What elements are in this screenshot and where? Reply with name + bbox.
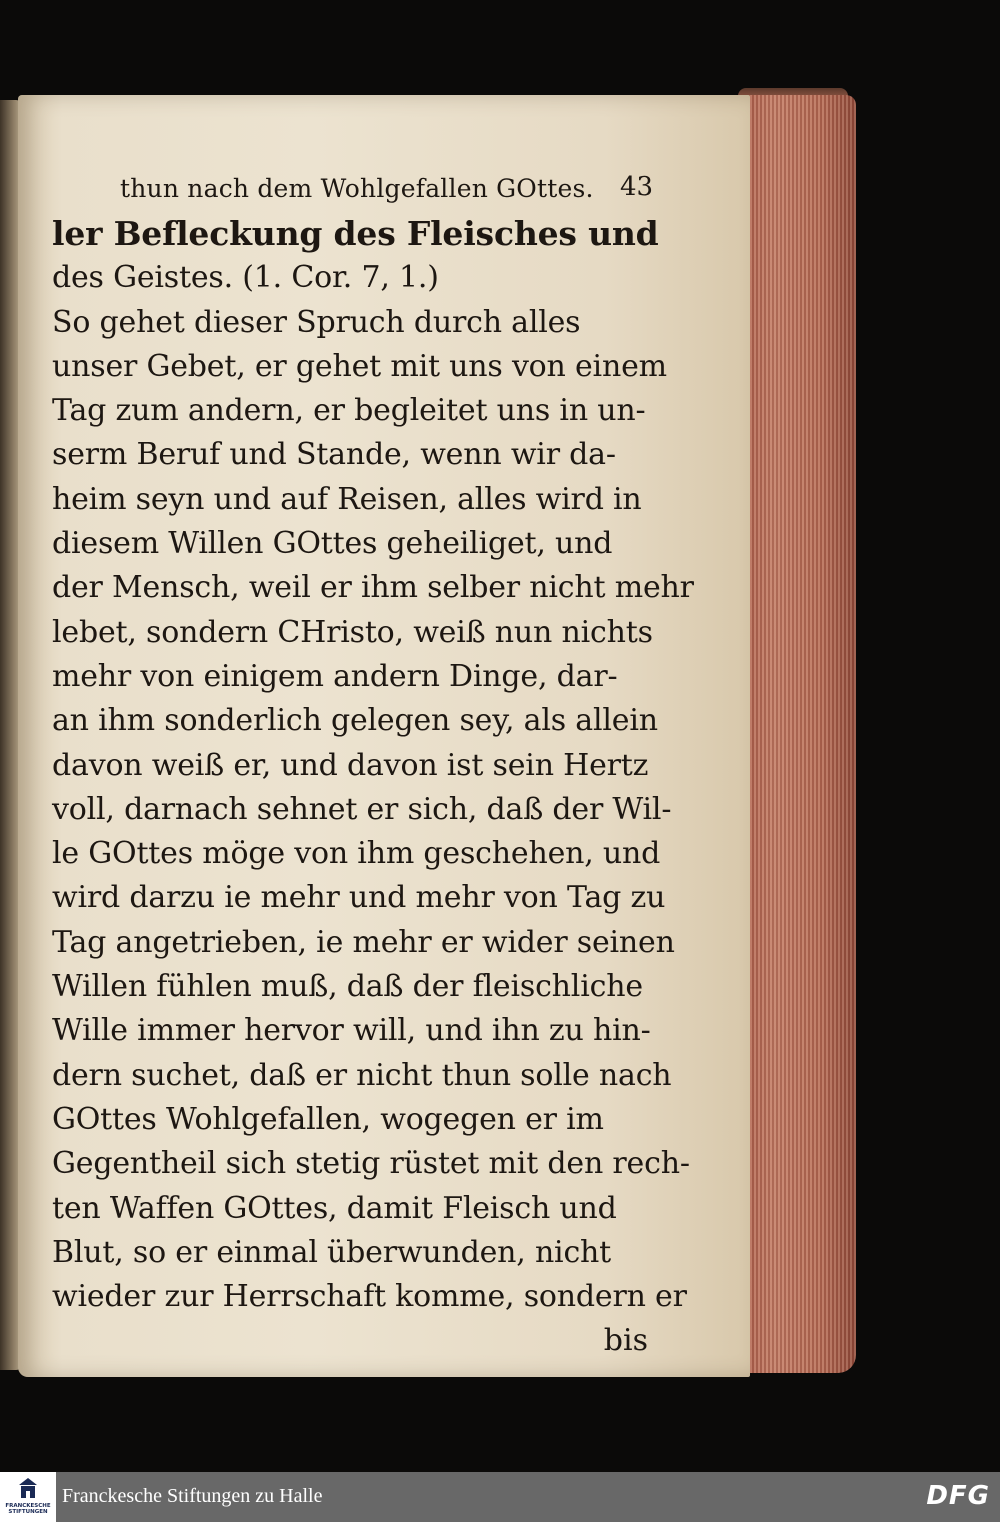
page-number: 43 <box>620 172 654 202</box>
running-head: thun nach dem Wohlgefallen GOttes. <box>120 174 594 203</box>
text-line: voll, darnach sehnet er sich, daß der Wil- <box>52 791 672 827</box>
text-line: mehr von einigem andern Dinge, dar- <box>52 658 618 694</box>
text-line: wird darzu ie mehr und mehr von Tag zu <box>52 880 666 916</box>
logo-text: FRANCKESCHE STIFTUNGEN <box>5 1503 51 1515</box>
text-line: ten Waffen GOttes, damit Fleisch und <box>52 1190 617 1226</box>
text-line: serm Beruf und Stande, wenn wir da- <box>52 437 616 473</box>
text-line: des Geistes. (1. Cor. 7, 1.) <box>52 260 439 296</box>
catchword: bis <box>603 1323 648 1359</box>
building-icon <box>19 1478 37 1500</box>
page-block-edges <box>738 95 856 1373</box>
viewer-footer-bar <box>0 1472 1000 1522</box>
text-line: unser Gebet, er gehet mit uns von einem <box>52 348 667 384</box>
text-line: Willen fühlen muß, daß der fleischliche <box>52 969 643 1005</box>
text-line: davon weiß er, und davon ist sein Hertz <box>52 747 649 783</box>
text-line: dern suchet, daß er nicht thun solle nach <box>52 1057 672 1093</box>
institution-name: Franckesche Stiftungen zu Halle <box>62 1485 323 1507</box>
text-line: Wille immer hervor will, und ihn zu hin- <box>52 1013 651 1049</box>
institution-logo[interactable] <box>0 1472 56 1522</box>
text-line: diesem Willen GOttes geheiliget, und <box>52 526 613 562</box>
text-line: lebet, sondern CHristo, weiß nun nichts <box>52 614 653 650</box>
text-line: le GOttes möge von ihm geschehen, und <box>52 836 661 872</box>
text-line: ler Befleckung des Fleisches und <box>52 214 659 253</box>
text-line: an ihm sonderlich gelegen sey, als allein <box>52 703 658 739</box>
page-text <box>52 172 694 1363</box>
dfg-logo[interactable]: DFG <box>926 1481 990 1511</box>
text-line: heim seyn und auf Reisen, alles wird in <box>52 481 642 517</box>
text-line: Tag angetrieben, ie mehr er wider seinen <box>52 924 675 960</box>
text-line: So gehet dieser Spruch durch alles <box>52 304 581 340</box>
text-line: der Mensch, weil er ihm selber nicht mehr <box>52 570 694 606</box>
text-line: Blut, so er einmal überwunden, nicht <box>52 1234 612 1270</box>
page-header <box>52 172 662 212</box>
text-line: wieder zur Herrschaft komme, sondern er <box>52 1279 687 1315</box>
text-line: GOttes Wohlgefallen, wogegen er im <box>52 1101 604 1137</box>
text-line: Gegentheil sich stetig rüstet mit den rech- <box>52 1146 690 1182</box>
text-line: Tag zum andern, er begleitet uns in un- <box>52 393 646 429</box>
